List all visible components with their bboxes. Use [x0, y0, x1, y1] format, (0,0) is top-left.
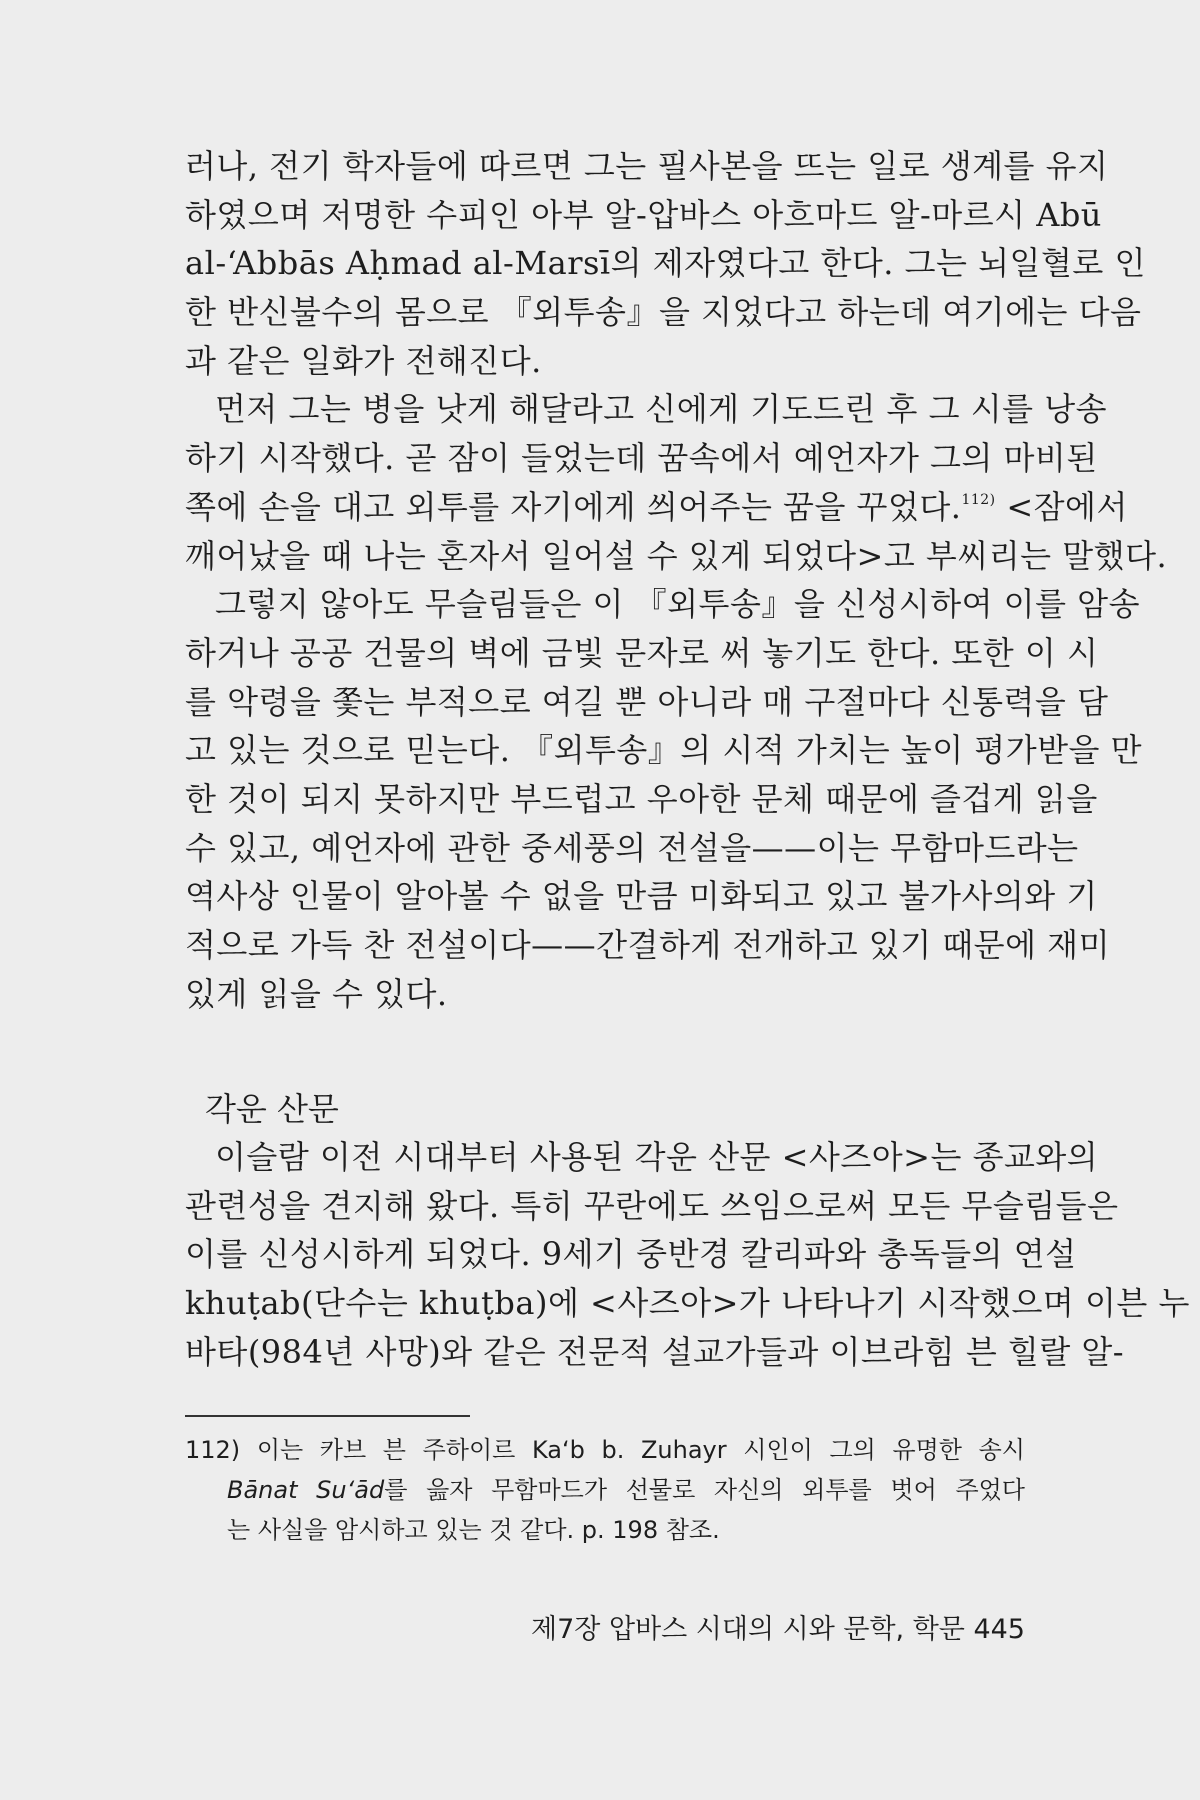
text-line: 하였으며 저명한 수피인 아부 알-압바스 아흐마드 알-마르시 Abū: [185, 195, 1102, 234]
text-line: 한 반신불수의 몸으로 『외투송』을 지었다고 하는데 여기에는 다음: [185, 293, 1142, 332]
text-line: 를 악령을 쫓는 부적으로 여길 뿐 아니라 매 구절마다 신통력을 담: [185, 682, 1109, 721]
section-heading: 각운 산문: [205, 1090, 339, 1128]
text-line: 수 있고, 예언자에 관한 중세풍의 전설을——이는 무함마드라는: [185, 828, 1079, 867]
text-line: 있게 읽을 수 있다.: [185, 974, 448, 1013]
text-line: 러나, 전기 학자들에 따르면 그는 필사본을 뜨는 일로 생계를 유지: [185, 147, 1109, 185]
footnote-line: 는 사실을 암시하고 있는 것 같다. p. 198 참조.: [227, 1516, 720, 1544]
body-text-top: [185, 142, 1168, 1018]
text-line: 과 같은 일화가 전해진다.: [185, 341, 542, 380]
text-line: 고 있는 것으로 믿는다. 『외투송』의 시적 가치는 높이 평가받을 만: [185, 731, 1143, 770]
text-segment: <잠에서: [1006, 487, 1128, 526]
footnote-line: [185, 1470, 1025, 1510]
text-line: 역사상 인물이 알아볼 수 없을 만큼 미화되고 있고 불가사의와 기: [185, 877, 1098, 916]
text-line: 먼저 그는 병을 낫게 해달라고 신에게 기도드린 후 그 시를 낭송: [215, 390, 1108, 429]
text-segment: 쪽에 손을 대고 외투를 자기에게 씌어주는 꿈을 꾸었다.: [185, 487, 962, 526]
body-text-bottom: [185, 1133, 1190, 1376]
text-line: 바타(984년 사망)와 같은 전문적 설교가들과 이브라힘 븐 힐랄 알-: [185, 1332, 1125, 1371]
text-line: 적으로 가득 찬 전설이다——간결하게 전개하고 있기 때문에 재미: [185, 926, 1111, 964]
footnote-text: 이는 카브 븐 주하이르 Ka‘b b. Zuhayr 시인이 그의 유명한 송시: [256, 1436, 1025, 1464]
text-line: khuṭab(단수는 khuṭba)에 <사즈아>가 나타나기 시작했으며 이븐 누: [185, 1284, 1190, 1323]
text-line: 이슬람 이전 시대부터 사용된 각운 산문 <사즈아>는 종교와의: [215, 1138, 1099, 1176]
text-line: 한 것이 되지 못하지만 부드럽고 우아한 문체 때문에 즐겁게 읽을: [185, 779, 1098, 818]
text-line: 그렇지 않아도 무슬림들은 이 『외투송』을 신성시하여 이를 암송: [215, 585, 1141, 624]
footnote-line: [185, 1430, 1025, 1470]
text-line: al-‘Abbās Aḥmad al-Marsī의 제자였다고 한다. 그는 뇌일혈로 인: [185, 244, 1146, 283]
footnote-divider: [185, 1415, 470, 1417]
text-line: 하기 시작했다. 곧 잠이 들었는데 꿈속에서 예언자가 그의 마비된: [185, 439, 1098, 478]
text-line: 깨어났을 때 나는 혼자서 일어설 수 있게 되었다>고 부씨리는 말했다.: [185, 536, 1168, 575]
text-line: 하거나 공공 건물의 벽에 금빛 문자로 써 놓기도 한다. 또한 이 시: [185, 633, 1099, 672]
footnote-text: 를 읊자 무함마드가 선물로 자신의 외투를 벗어 주었다: [384, 1476, 1025, 1504]
text-line-with-ref: [185, 483, 1128, 532]
footnote-number: 112): [185, 1436, 241, 1464]
text-line: 관련성을 견지해 왔다. 특히 꾸란에도 쓰임으로써 모든 무슬림들은: [185, 1186, 1119, 1225]
footnote-italic-title: Bānat Su‘ād: [227, 1476, 385, 1504]
footnote-112: [185, 1430, 1025, 1550]
footnote-ref-marker[interactable]: 112): [961, 491, 996, 508]
page-footer: 제7장 압바스 시대의 시와 문학, 학문 445: [531, 1614, 1025, 1645]
text-line: 이를 신성시하게 되었다. 9세기 중반경 칼리파와 총독들의 연설: [185, 1235, 1077, 1274]
